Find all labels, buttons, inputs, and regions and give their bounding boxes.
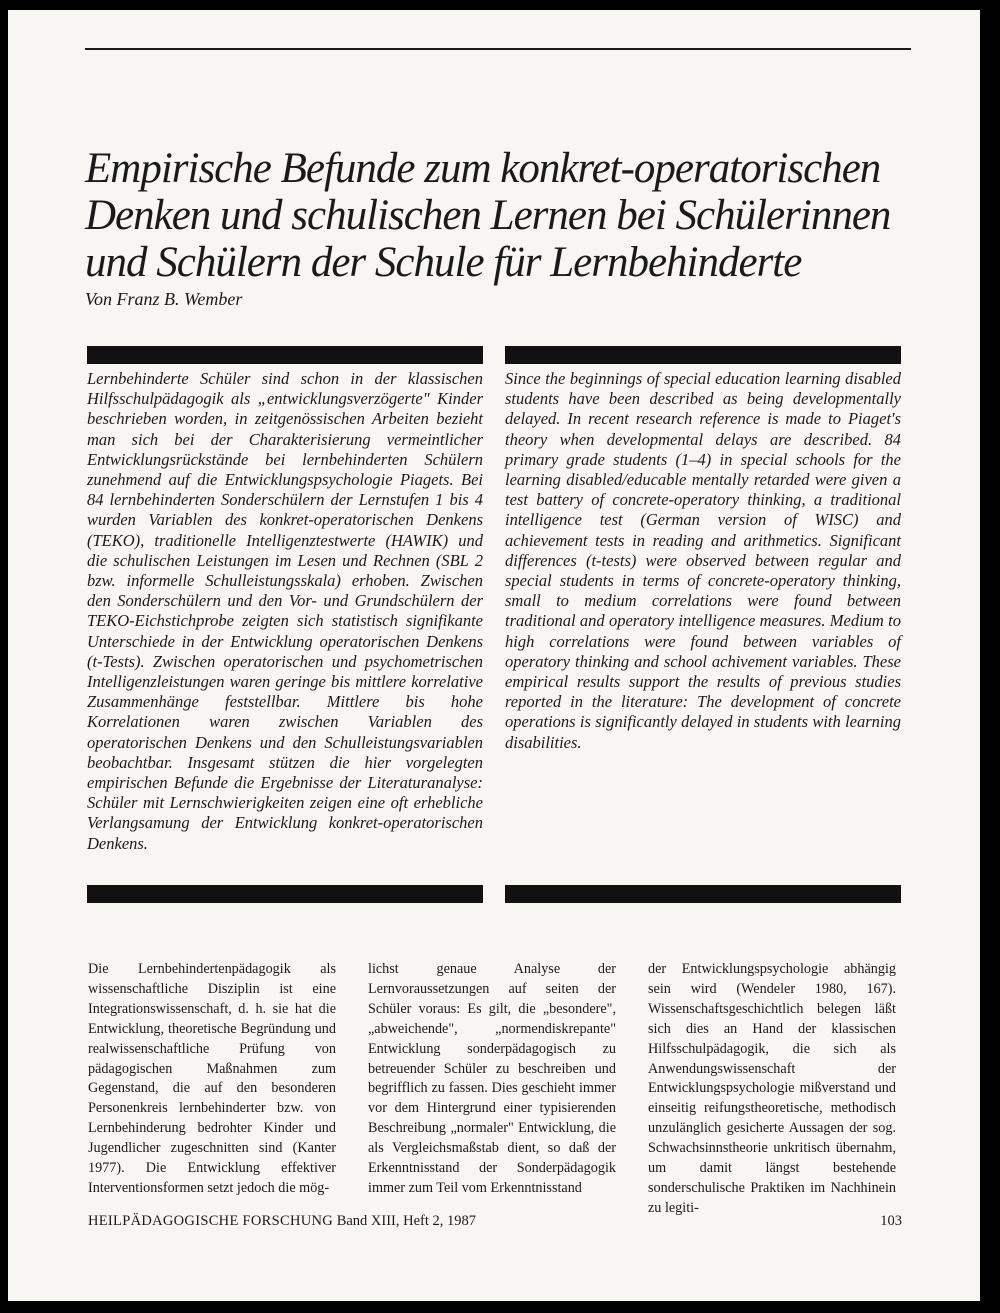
abstract-en-bottom-bar bbox=[505, 885, 901, 903]
body-column-3: der Entwicklungspsychologie abhängig sein wird (Wendeler 1980, 167). Wissenschaftsgeschichtlich belegen läßt sich dies an Hand der klassischen Hilfsschulpädagogik, die sich als Anwendungswissenschaft der Entwicklungspsychologie mißverstand und einseitig reifungstheoretische, methodisch unzulänglich gesicherte Aussagen der sog. Schwachsinnstheorie unkritisch übernahm, um damit längst bestehende sonderschulische Praktiken im Nachhinein zu legiti- bbox=[648, 961, 896, 1216]
abstract-en-top-bar bbox=[505, 346, 901, 364]
title-line-1: Empirische Befunde zum konkret-operatorischen bbox=[85, 145, 881, 192]
title-line-2: Denken und schulischen Lernen bei Schülerinnen bbox=[85, 192, 891, 239]
journal-page bbox=[8, 10, 980, 1301]
abstract-de-top-bar bbox=[87, 346, 483, 364]
title-line-3: und Schülern der Schule für Lernbehinderte bbox=[85, 239, 802, 286]
author-byline: Von Franz B. Wember bbox=[85, 289, 243, 309]
body-column-2: lichst genaue Analyse der Lernvoraussetzungen auf seiten der Schüler voraus: Es gilt, die „besondere", „abweichende", „normendiskrepante" Entwicklung sonderpädagogisch zu betreuender Schüler zu beschreiben und begrifflich zu fassen. Dies geschieht immer vor dem Hintergrund einer typisierenden Beschreibung „normaler" Entwicklung, die als Vergleichsmaßstab dient, so daß der Erkenntnisstand der Sonderpädagogik immer zum Teil vom Erkenntnisstand bbox=[368, 961, 616, 1196]
page-number: 103 bbox=[880, 1213, 902, 1229]
abstract-de-bottom-bar bbox=[87, 885, 483, 903]
top-rule bbox=[85, 48, 911, 50]
body-column-1: Die Lernbehindertenpädagogik als wissenschaftliche Disziplin ist eine Integrationswissenschaft, d. h. sie hat die Entwicklung, theoretische Begründung und realwissenschaftliche Prüfung von pädagogischen Maßnahmen zum Gegenstand, die auf den besonderen Personenkreis lernbehinderter bzw. von Lernbehinderung bedrohter Kinder und Jugendlicher zugeschnitten sind (Kanter 1977). Die Entwicklung effektiver Interventionsformen setzt jedoch die mög- bbox=[88, 961, 336, 1196]
abstract-english: Since the beginnings of special education learning disabled students have been described as being developmentally delayed. In recent research reference is made to Piaget's theory when developmental delays are described. 84 primary grade students (1–4) in special schools for the learning disabled/educable mentally retarded were given a test battery of concrete-operatory thinking, a traditional intelligence test (German version of WISC) and achievement tests in reading and arithmetics. Significant differences (t-tests) were observed between regular and special students in terms of concrete-operatory thinking, small to medium correlations were found between traditional and operatory intelligence measures. Medium to high correlations were found between variables of operatory thinking and school achivement variables. These empirical results support the results of previous studies reported in the literature: The development of concrete operations is significantly delayed in students with learning disabilities. bbox=[505, 369, 901, 752]
article-title bbox=[85, 145, 915, 286]
journal-name: HEILPÄDAGOGISCHE FORSCHUNG bbox=[88, 1213, 334, 1229]
journal-issue: Band XIII, Heft 2, 1987 bbox=[336, 1213, 477, 1229]
abstract-german: Lernbehinderte Schüler sind schon in der klassischen Hilfsschulpädagogik als „entwicklungsverzögerte" Kinder beschrieben worden, in zeitgenössischen Arbeiten bezieht man sich bei der Charakterisierung vermeintlicher Entwicklungsrückstände bei lernbehinderten Schülern zunehmend auf die Entwicklungspsychologie Piagets. Bei 84 lernbehinderten Sonderschülern der Lernstufen 1 bis 4 wurden Variablen des konkret-operatorischen Denkens (TEKO), traditionelle Intelligenztestwerte (HAWIK) und die schulischen Leistungen im Lesen und Rechnen (SBL 2 bzw. informelle Schulleistungsskala) erhoben. Zwischen den Sonderschülern und den Vor- und Grundschülern der TEKO-Eichstichprobe zeigten sich statistisch signifikante Unterschiede in der Entwicklung operatorischen Denkens (t-Tests). Zwischen operatorischen und psychometrischen Intelligenzleistungen waren geringe bis mittlere korrelative Zusammenhänge feststellbar. Mittlere bis hohe Korrelationen waren zwischen Variablen des operatorischen Denkens und den Schulleistungsvariablen beobachtbar. Insgesamt stützen die hier vorgelegten empirischen Befunde die Ergebnisse der Literaturanalyse: Schüler mit Lernschwierigkeiten zeigen eine oft erhebliche Verlangsamung der Entwicklung konkret-operatorischen Denkens. bbox=[87, 369, 483, 853]
page-footer bbox=[88, 1213, 902, 1230]
footer-citation bbox=[88, 1213, 476, 1230]
